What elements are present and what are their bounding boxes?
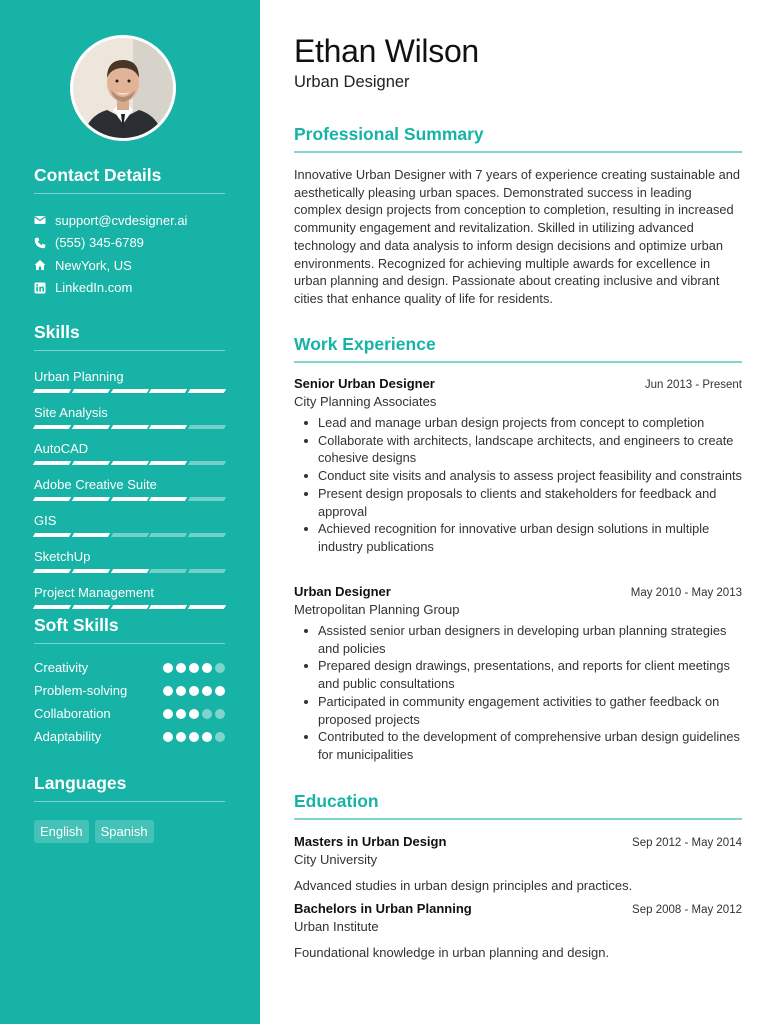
summary-heading: Professional Summary: [294, 124, 742, 153]
education-heading: Education: [294, 791, 742, 820]
skill-level-segment: [72, 605, 110, 609]
job-dates: Jun 2013 - Present: [644, 379, 742, 391]
school-name: City University: [294, 852, 378, 867]
soft-skills-list: [34, 656, 225, 748]
skill-level-bar: [34, 497, 225, 501]
skill-level-segment: [33, 425, 71, 429]
candidate-title: Urban Designer: [294, 73, 410, 91]
contact-linkedin[interactable]: [34, 277, 225, 300]
experience-heading: Work Experience: [294, 334, 742, 363]
job-bullet: Present design proposals to clients and stakeholders for feedback and approval: [304, 485, 742, 520]
skills-section: [34, 322, 225, 620]
rating-dot: [202, 709, 212, 719]
skill-level-segment: [149, 605, 187, 609]
avatar: [70, 35, 176, 141]
rating-dot: [176, 732, 186, 742]
job-bullet: Prepared design drawings, presentations, and reports for client meetings and public consultations: [304, 657, 742, 692]
contact-email[interactable]: [34, 209, 225, 232]
soft-skill-item: [34, 725, 225, 748]
skill-level-segment: [33, 497, 71, 501]
school-name: Urban Institute: [294, 919, 379, 934]
skill-level-segment: [188, 533, 226, 537]
skill-item: [34, 548, 225, 573]
rating-dot: [176, 663, 186, 673]
skills-list: [34, 368, 225, 609]
skill-level-segment: [33, 533, 71, 537]
job-company: Metropolitan Planning Group: [294, 602, 460, 617]
job-entry: [294, 376, 742, 556]
skill-level-segment: [149, 497, 187, 501]
rating-dot: [202, 663, 212, 673]
soft-skill-name: Collaboration: [34, 706, 111, 721]
soft-skill-rating: [163, 709, 225, 719]
rating-dot: [215, 663, 225, 673]
soft-skills-heading: Soft Skills: [34, 615, 225, 644]
skill-name: Project Management: [34, 585, 154, 600]
degree-title: Masters in Urban Design: [294, 834, 447, 849]
skill-name: Site Analysis: [34, 405, 108, 420]
rating-dot: [189, 663, 199, 673]
skill-level-segment: [33, 605, 71, 609]
skill-level-segment: [188, 605, 226, 609]
job-dates: May 2010 - May 2013: [630, 587, 742, 599]
skill-level-segment: [149, 461, 187, 465]
skill-level-segment: [33, 569, 71, 573]
skill-item: [34, 440, 225, 465]
contact-heading: Contact Details: [34, 165, 225, 194]
skill-name: AutoCAD: [34, 441, 89, 456]
language-tags: [34, 820, 225, 843]
rating-dot: [215, 732, 225, 742]
skill-level-segment: [149, 533, 187, 537]
skill-level-segment: [149, 389, 187, 393]
skill-level-segment: [110, 425, 148, 429]
skill-level-segment: [72, 461, 110, 465]
skill-level-segment: [110, 605, 148, 609]
skill-level-segment: [188, 389, 226, 393]
skill-level-bar: [34, 533, 225, 537]
job-bullets: [294, 622, 742, 764]
rating-dot: [215, 686, 225, 696]
skill-item: [34, 404, 225, 429]
rating-dot: [189, 732, 199, 742]
phone-icon: [34, 237, 55, 249]
skill-level-segment: [149, 569, 187, 573]
skill-name: Urban Planning: [34, 369, 124, 384]
skill-level-segment: [110, 461, 148, 465]
job-title: Senior Urban Designer: [294, 376, 435, 391]
languages-section: [34, 773, 225, 843]
skill-level-segment: [110, 569, 148, 573]
job-bullet: Lead and manage urban design projects from concept to completion: [304, 414, 742, 432]
soft-skill-item: [34, 656, 225, 679]
rating-dot: [202, 686, 212, 696]
rating-dot: [163, 663, 173, 673]
job-bullet: Assisted senior urban designers in developing urban planning strategies and policies: [304, 622, 742, 657]
skill-level-bar: [34, 569, 225, 573]
rating-dot: [176, 709, 186, 719]
skill-name: Adobe Creative Suite: [34, 477, 157, 492]
skill-level-segment: [72, 389, 110, 393]
job-bullet: Conduct site visits and analysis to assess project feasibility and constraints: [304, 467, 742, 485]
skill-name: SketchUp: [34, 549, 91, 564]
languages-heading: Languages: [34, 773, 225, 802]
skill-level-segment: [110, 497, 148, 501]
soft-skills-section: [34, 615, 225, 748]
contact-list: [34, 209, 225, 299]
skills-heading: Skills: [34, 322, 225, 351]
skill-level-segment: [33, 389, 71, 393]
skill-level-bar: [34, 461, 225, 465]
skill-level-segment: [149, 425, 187, 429]
skill-item: [34, 584, 225, 609]
skill-level-segment: [188, 461, 226, 465]
education-dates: Sep 2008 - May 2012: [632, 904, 742, 916]
envelope-icon: [34, 214, 55, 226]
job-company: City Planning Associates: [294, 394, 437, 409]
skill-level-segment: [72, 569, 110, 573]
contact-section: [34, 165, 225, 299]
skill-level-segment: [72, 533, 110, 537]
skill-name: GIS: [34, 513, 57, 528]
skill-level-bar: [34, 605, 225, 609]
candidate-name: Ethan Wilson: [294, 33, 479, 69]
contact-email-text: support@cvdesigner.ai: [55, 212, 188, 228]
skill-level-segment: [72, 497, 110, 501]
education-entry: [294, 834, 742, 893]
skill-item: [34, 476, 225, 501]
soft-skill-item: [34, 702, 225, 725]
soft-skill-item: [34, 679, 225, 702]
skill-item: [34, 512, 225, 537]
rating-dot: [189, 686, 199, 696]
contact-linkedin-text: LinkedIn.com: [55, 280, 133, 296]
job-bullet: Collaborate with architects, landscape architects, and engineers to create cohesive designs: [304, 432, 742, 467]
rating-dot: [215, 709, 225, 719]
soft-skill-name: Adaptability: [34, 729, 102, 744]
education-description: Foundational knowledge in urban planning and design.: [294, 945, 610, 960]
rating-dot: [163, 732, 173, 742]
soft-skill-name: Creativity: [34, 660, 89, 675]
rating-dot: [163, 686, 173, 696]
rating-dot: [202, 732, 212, 742]
soft-skill-rating: [163, 663, 225, 673]
job-bullet: Contributed to the development of comprehensive urban design guidelines for municipalities: [304, 728, 742, 763]
skill-level-segment: [188, 497, 226, 501]
home-icon: [34, 259, 55, 271]
soft-skill-rating: [163, 732, 225, 742]
education-entry: [294, 901, 742, 960]
language-tag: Spanish: [95, 820, 154, 843]
education-dates: Sep 2012 - May 2014: [632, 837, 742, 849]
profile-photo: [73, 38, 173, 138]
skill-level-segment: [110, 533, 148, 537]
linkedin-icon: [34, 282, 55, 294]
job-bullet: Achieved recognition for innovative urban design solutions in multiple industry publications: [304, 520, 742, 555]
rating-dot: [176, 686, 186, 696]
rating-dot: [189, 709, 199, 719]
skill-level-segment: [188, 569, 226, 573]
contact-phone-text: (555) 345-6789: [55, 235, 144, 251]
job-bullet: Participated in community engagement activities to gather feedback on proposed projects: [304, 693, 742, 728]
skill-level-segment: [33, 461, 71, 465]
contact-phone[interactable]: [34, 232, 225, 255]
skill-level-segment: [188, 425, 226, 429]
skill-item: [34, 368, 225, 393]
soft-skill-rating: [163, 686, 225, 696]
degree-title: Bachelors in Urban Planning: [294, 901, 472, 916]
skill-level-segment: [110, 389, 148, 393]
skill-level-segment: [72, 425, 110, 429]
job-bullets: [294, 414, 742, 556]
soft-skill-name: Problem-solving: [34, 683, 128, 698]
language-tag: English: [34, 820, 89, 843]
contact-location: [34, 254, 225, 277]
education-description: Advanced studies in urban design principles and practices.: [294, 878, 633, 893]
job-title: Urban Designer: [294, 584, 391, 599]
job-entry: [294, 584, 742, 764]
rating-dot: [163, 709, 173, 719]
skill-level-bar: [34, 389, 225, 393]
skill-level-bar: [34, 425, 225, 429]
summary-text: Innovative Urban Designer with 7 years of experience creating sustainable and aesthetically pleasing urban spaces. Demonstrated success in leading complex design projects from conception to completion, resulting in increased community engagement and revitalization. Skilled in utilizing advanced technology and data analysis to inform design decisions and optimize urban environments. Recognized for achieving multiple awards for excellence in urban planning and design. Passionate about creating inclusive and vibrant cities that enhance quality of life for residents.: [294, 167, 741, 306]
contact-location-text: NewYork, US: [55, 257, 132, 273]
sidebar: [0, 0, 260, 1024]
